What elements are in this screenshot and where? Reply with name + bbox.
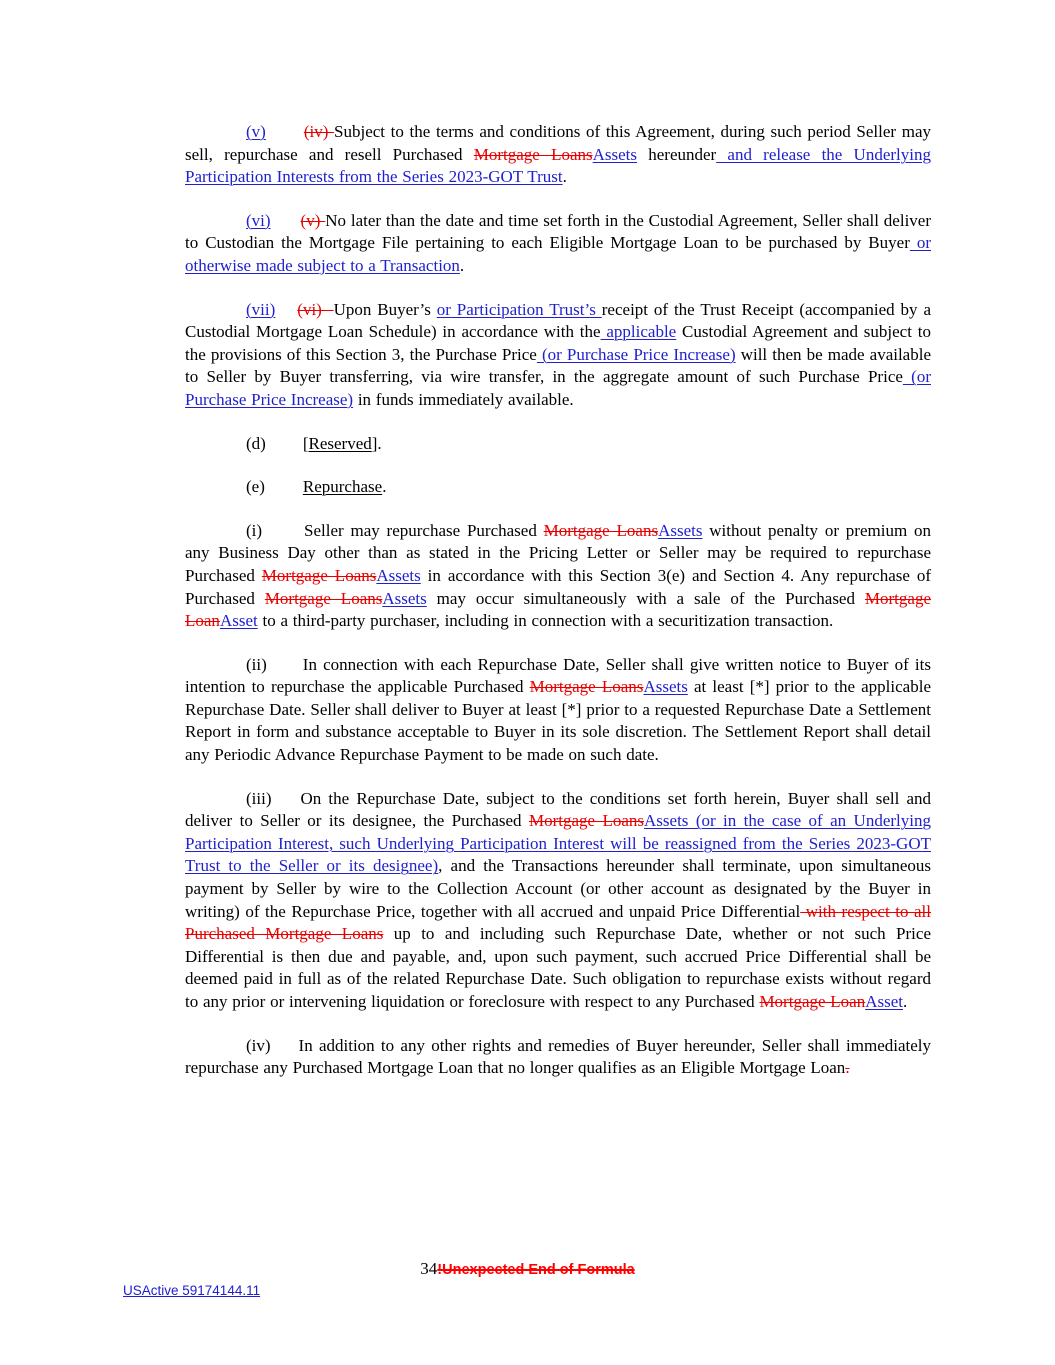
deleted-text: (vi)	[297, 299, 334, 319]
tab-space	[271, 1050, 299, 1051]
inserted-text: applicable	[600, 322, 677, 342]
text-run: hereunder	[637, 144, 717, 164]
text-run: (e)	[246, 477, 265, 497]
underlined-text: Reserved	[308, 433, 372, 453]
underlined-text: Repurchase	[302, 477, 383, 497]
tab-space	[266, 448, 303, 449]
tab-space	[267, 669, 303, 670]
paragraph	[185, 1035, 931, 1080]
inserted-text: Assets	[382, 588, 427, 608]
text-run: receipt of the Trust Receipt (accompanied by a Custodial Mortgage Loan Schedule) in accordance with the	[185, 299, 931, 342]
text-run: .	[382, 477, 387, 497]
text-run: may occur simultaneously with a sale of the Purchased	[426, 588, 865, 608]
text-run: (iv)	[246, 1035, 271, 1055]
text-run: Upon Buyer’s	[333, 299, 437, 319]
inserted-text: Asset	[219, 611, 258, 631]
deleted-text: Mortgage Loans	[264, 588, 383, 608]
paragraph	[185, 520, 931, 633]
paragraph	[185, 788, 931, 1014]
text-run: Custodial Agreement and subject to the provisions of this Section 3, the Purchase Price	[185, 322, 931, 364]
deleted-text: (iv)	[303, 122, 335, 141]
inserted-text: (vii)	[246, 299, 276, 319]
inserted-text: or otherwise made subject to a Transaction	[185, 233, 931, 275]
text-run: .	[903, 992, 908, 1011]
paragraph	[185, 210, 931, 278]
deleted-text: Mortgage Loan	[759, 992, 866, 1011]
paragraph	[185, 654, 931, 767]
inserted-text: Assets	[592, 144, 638, 164]
text-run: In connection with each Repurchase Date, Seller shall give written notice to Buyer of its intention to repurchase the applicable Purchased	[185, 654, 931, 697]
deleted-text: Mortgage Loan	[185, 588, 931, 631]
deleted-text: Mortgage Loans	[473, 144, 593, 164]
tab-space	[271, 225, 301, 226]
formula-error-text: !Unexpected End of Formula	[437, 1262, 635, 1278]
text-run: .	[562, 167, 567, 187]
inserted-text: Assets (or in the case of an Underlying Participation Interest, such Underlying Participation Interest will be reassigned from the Series 2023-GOT Trust to the Seller or its designee)	[185, 811, 931, 876]
text-run: up to and including such Repurchase Date, whether or not such Price Differential is then due and payable, and, upon such payment, such accrued Price Differential shall be deemed paid in full as of the related Repurchase Date. Such obligation to repurchase exists without regard to any prior or intervening liquidation or foreclosure with respect to any Purchased	[185, 924, 931, 1011]
page-footer	[0, 1259, 1055, 1279]
paragraph	[185, 433, 931, 456]
text-run: .	[459, 255, 465, 275]
tab-space	[275, 314, 297, 315]
deleted-text: Mortgage Loans	[529, 677, 644, 697]
text-run: No later than the date and time set forth in the Custodial Agreement, Seller shall deliver to Custodian the Mortgage File pertaining to each Eligible Mortgage Loan to be purchased by Buyer	[185, 210, 932, 253]
text-run: Seller may repurchase Purchased	[304, 520, 544, 540]
text-run: (i)	[246, 520, 263, 540]
text-run: in funds immediately available.	[353, 389, 574, 409]
deleted-text: (v)	[300, 210, 326, 230]
inserted-text: (v)	[246, 122, 266, 141]
text-run: , and the Transactions hereunder shall terminate, upon simultaneous payment by Seller by wire to the Collection Account (or other account as designated by the Buyer in writing) of the Repurchase Price, together with all accrued and unpaid Price Differential	[185, 856, 931, 921]
page-number: 34	[420, 1259, 438, 1278]
document-body	[185, 121, 931, 1101]
text-run: On the Repurchase Date, subject to the conditions set forth herein, Buyer shall sell and deliver to Seller or its designee, the Purchased	[185, 788, 931, 831]
text-run: without penalty or premium on any Business Day other than as stated in the Pricing Letter or Seller may be required to repurchase Purchased	[185, 520, 931, 585]
deleted-text: Mortgage Loans	[528, 811, 645, 831]
tab-space	[262, 535, 304, 536]
text-run: (iii)	[246, 788, 272, 808]
deleted-text: with respect to all Purchased Mortgage Loans	[185, 901, 931, 944]
tab-space	[265, 491, 303, 492]
text-run: ].	[371, 433, 382, 453]
inserted-text: or Participation Trust’s	[436, 299, 602, 319]
inserted-text: (vi)	[246, 210, 271, 230]
tab-space	[266, 136, 304, 137]
text-run: [	[302, 433, 309, 453]
deleted-text: Mortgage Loans	[543, 520, 659, 540]
deleted-text: Mortgage Loans	[261, 565, 377, 585]
text-run: to a third-party purchaser, including in connection with a securitization transaction.	[257, 611, 834, 631]
tab-space	[272, 803, 301, 804]
inserted-text: Asset	[865, 992, 903, 1011]
inserted-text: and release the Underlying Participation Interests from the Series 2023-GOT Trust	[185, 144, 931, 187]
deleted-text: .	[845, 1058, 850, 1078]
inserted-text: Assets	[376, 565, 421, 585]
text-run: Subject to the terms and conditions of this Agreement, during such period Seller may sell, repurchase and resell Purchased	[185, 122, 931, 164]
text-run: will then be made available to Seller by Buyer transferring, via wire transfer, in the aggregate amount of such Purchase Price	[185, 344, 931, 387]
text-run: in accordance with this Section 3(e) and Section 4. Any repurchase of Purchased	[185, 565, 931, 608]
inserted-text: (or Purchase Price Increase)	[536, 344, 736, 364]
text-run: (d)	[246, 433, 266, 453]
text-run: at least [*] prior to the applicable Repurchase Date. Seller shall deliver to Buyer at least [*] prior to a requested Repurchase Date a Settlement Report in form and substance acceptable to Buyer in its sole discretion. The Settlement Report shall detail any Periodic Advance Repurchase Payment to be made on such date.	[185, 677, 931, 765]
text-run: (ii)	[246, 654, 267, 674]
inserted-text: Assets	[658, 520, 703, 540]
text-run: In addition to any other rights and remedies of Buyer hereunder, Seller shall immediately repurchase any Purchased Mortgage Loan that no longer qualifies as an Eligible Mortgage Loan	[185, 1035, 931, 1078]
inserted-text: Assets	[643, 677, 688, 697]
paragraph	[185, 121, 931, 189]
inserted-text: (or Purchase Price Increase)	[185, 367, 931, 409]
paragraph	[185, 299, 931, 412]
paragraph	[185, 476, 931, 499]
doc-id-link[interactable]: USActive 59174144.11	[123, 1283, 261, 1298]
